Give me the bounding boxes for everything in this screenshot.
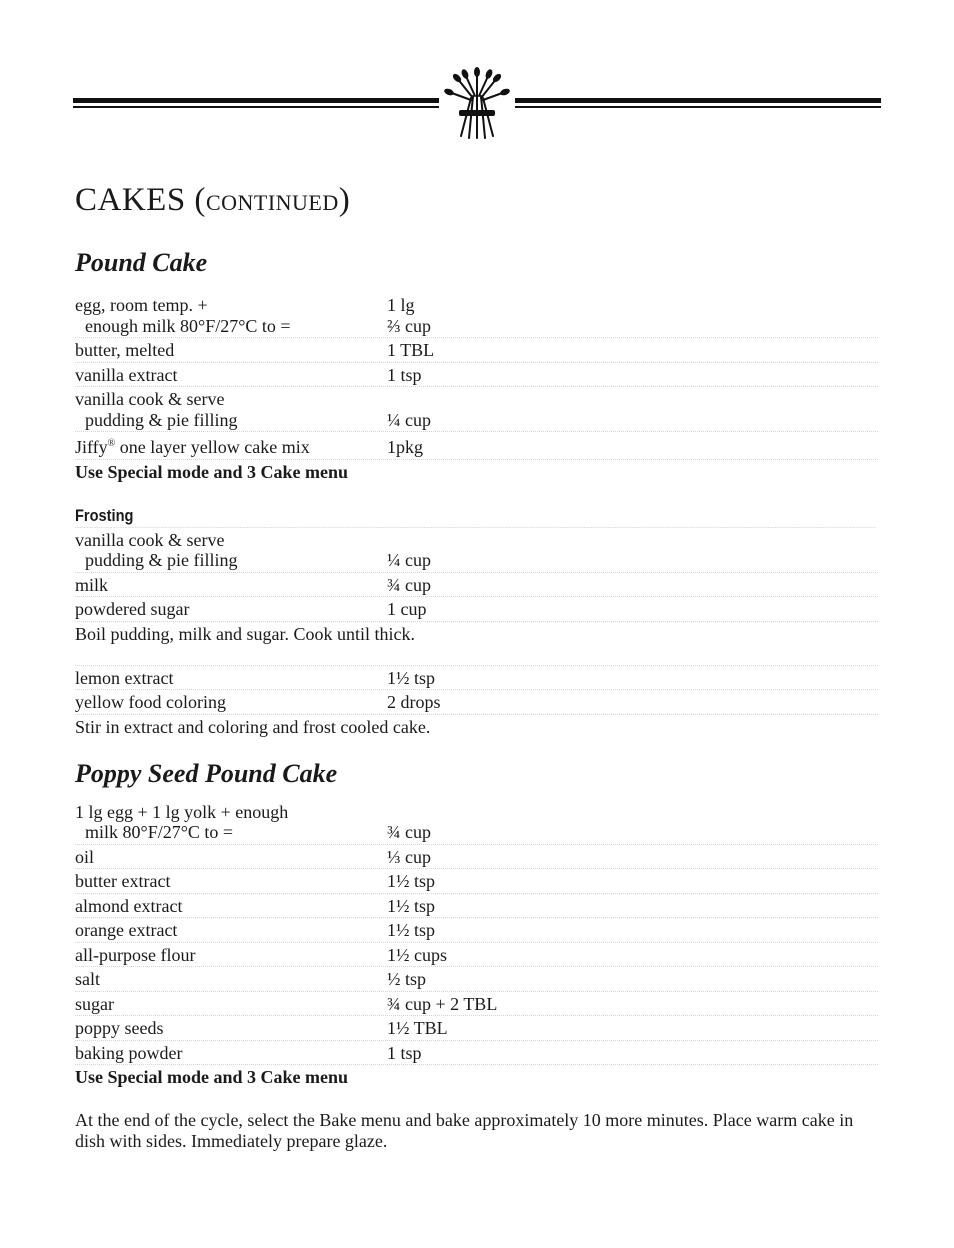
ingredient-row: oil ⅓ cup [75, 845, 878, 870]
instruction-note: Use Special mode and 3 Cake menu [75, 1067, 349, 1087]
ingredient-row: yellow food coloring 2 drops [75, 690, 878, 715]
recipe-title-pound-cake: Pound Cake [75, 248, 208, 277]
ingredient-row: lemon extract 1½ tsp [75, 666, 878, 691]
ingredient-row: vanilla cook & serve pudding & pie filling ¼ cup [75, 528, 878, 573]
instruction-paragraph: At the end of the cycle, select the Bake menu and bake approximately 10 more minutes. Place warm cake in dish with sides. Immediately prepare glaze. [75, 1110, 854, 1151]
ingredient-row: Jiffy® one layer yellow cake mix 1pkg [75, 432, 878, 460]
instruction-note: Use Special mode and 3 Cake menu [75, 461, 349, 482]
page-title: CAKES (CONTINUED) [75, 182, 351, 218]
ingredient-row: butter, melted 1 TBL [75, 338, 878, 363]
ingredient-row: vanilla cook & serve pudding & pie filling ¼ cup [75, 387, 878, 432]
ingredient-row: baking powder 1 tsp [75, 1041, 878, 1066]
instruction-note: Stir in extract and coloring and frost cooled cake. [75, 716, 431, 737]
recipe-title-poppy-seed-pound-cake: Poppy Seed Pound Cake [75, 758, 338, 788]
ingredient-row: salt ½ tsp [75, 967, 878, 992]
ingredient-row: sugar ¾ cup + 2 TBL [75, 992, 878, 1017]
ingredient-row: 1 lg egg + 1 lg yolk + enough milk 80°F/27°C to = ¾ cup [75, 800, 878, 845]
ingredient-row: orange extract 1½ tsp [75, 918, 878, 943]
divider [75, 645, 878, 666]
ingredient-row: all-purpose flour 1½ cups [75, 943, 878, 968]
section-heading-frosting: Frosting [75, 505, 876, 528]
ingredient-row: almond extract 1½ tsp [75, 894, 878, 919]
ingredient-row: butter extract 1½ tsp [75, 869, 878, 894]
ingredient-row: poppy seeds 1½ TBL [75, 1016, 878, 1041]
ingredient-row: milk ¾ cup [75, 573, 878, 598]
ingredient-row: egg, room temp. + enough milk 80°F/27°C to = 1 lg ⅔ cup [75, 293, 878, 338]
ingredient-row: vanilla extract 1 tsp [75, 363, 878, 388]
wheat-sheaf-icon [439, 66, 515, 146]
instruction-note: Boil pudding, milk and sugar. Cook until thick. [75, 623, 415, 644]
page-content [75, 176, 878, 1151]
ingredient-row: powdered sugar 1 cup [75, 597, 878, 622]
